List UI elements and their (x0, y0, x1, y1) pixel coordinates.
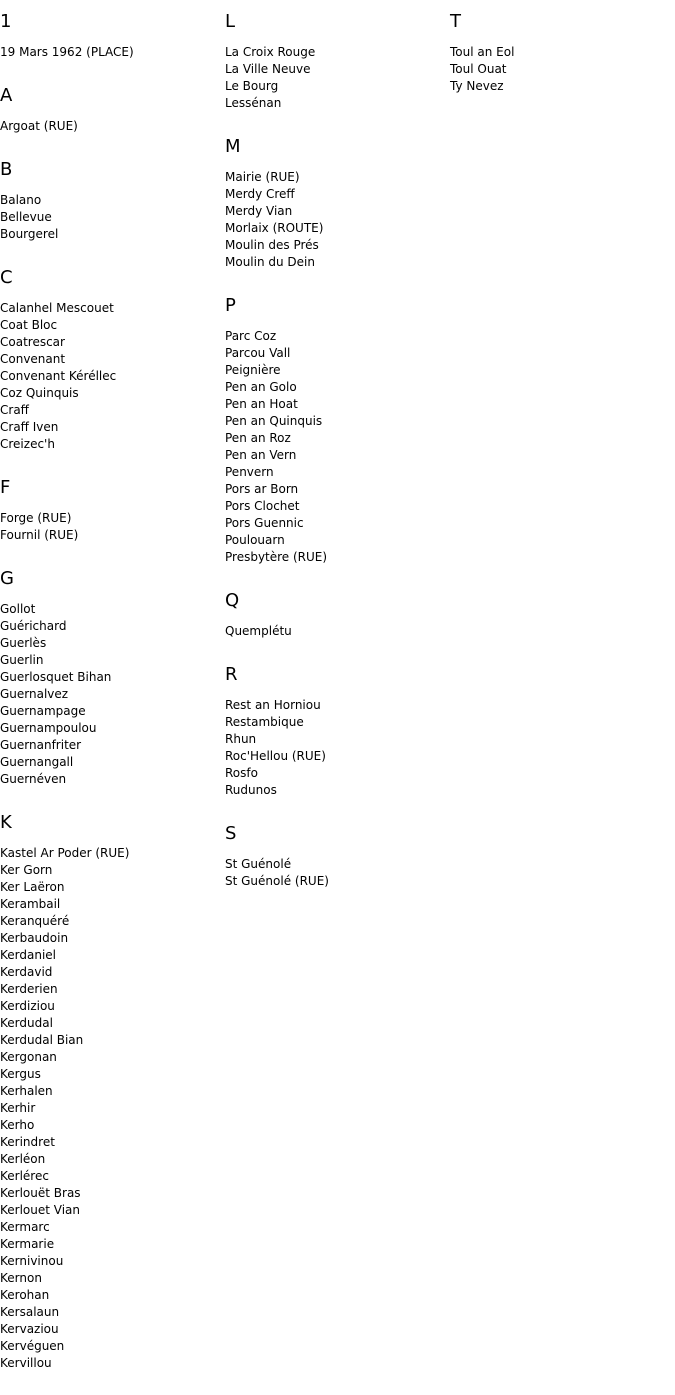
street-list-item (0, 720, 134, 737)
street-list-item (0, 981, 134, 998)
street-link-keranquere[interactable]: Keranquéré (0, 914, 70, 928)
street-list-item (0, 1151, 134, 1168)
street-link-restambique[interactable]: Restambique (225, 715, 304, 729)
street-list-item (0, 737, 134, 754)
street-link-bellevue[interactable]: Bellevue (0, 210, 52, 224)
street-list (225, 623, 329, 640)
street-list-item (225, 498, 329, 515)
street-link-kerdavid[interactable]: Kerdavid (0, 965, 53, 979)
letter-section-k (0, 811, 134, 1372)
street-list-item (0, 368, 134, 385)
street-link-guernampoulou[interactable]: Guernampoulou (0, 721, 97, 735)
street-link-kerhir[interactable]: Kerhir (0, 1101, 36, 1115)
street-list-item (225, 447, 329, 464)
street-list (450, 44, 514, 95)
street-link-kerindret[interactable]: Kerindret (0, 1135, 55, 1149)
street-list (0, 118, 134, 135)
street-link-kerdudal-bian[interactable]: Kerdudal Bian (0, 1033, 84, 1047)
street-list-item (0, 226, 134, 243)
street-link-coat-bloc[interactable]: Coat Bloc (0, 318, 58, 332)
street-link-merdy-creff[interactable]: Merdy Creff (225, 187, 295, 201)
street-link-kerleon[interactable]: Kerléon (0, 1152, 46, 1166)
street-list-item (225, 328, 329, 345)
street-link-la-ville-neuve[interactable]: La Ville Neuve (225, 62, 311, 76)
street-link-la-croix-rouge[interactable]: La Croix Rouge (225, 45, 316, 59)
letter-section-q (225, 589, 329, 640)
street-list-item (0, 1304, 134, 1321)
street-link-pen-an-golo[interactable]: Pen an Golo (225, 380, 297, 394)
street-link-guernanfriter[interactable]: Guernanfriter (0, 738, 82, 752)
street-list-item (0, 754, 134, 771)
street-link-kerderien[interactable]: Kerderien (0, 982, 58, 996)
street-link-rudunos[interactable]: Rudunos (225, 783, 277, 797)
street-list-item (0, 913, 134, 930)
street-link-guerichard[interactable]: Guérichard (0, 619, 67, 633)
street-list-item (0, 703, 134, 720)
street-list-item (225, 731, 329, 748)
street-list (0, 300, 134, 453)
street-list-item (225, 61, 329, 78)
street-list-item (0, 771, 134, 788)
section-letter-heading: P (225, 295, 236, 316)
section-letter-heading: G (0, 568, 14, 589)
street-link-pors-clochet[interactable]: Pors Clochet (225, 499, 300, 513)
letter-section-t (450, 10, 514, 95)
street-link-ty-nevez[interactable]: Ty Nevez (450, 79, 504, 93)
street-list-item (0, 879, 134, 896)
street-list-item (0, 300, 134, 317)
street-list-item (0, 652, 134, 669)
street-list-item (0, 118, 134, 135)
street-list-item (0, 1100, 134, 1117)
street-list-item (225, 714, 329, 731)
street-list-item (0, 1338, 134, 1355)
street-list (0, 510, 134, 544)
street-link-kerhalen[interactable]: Kerhalen (0, 1084, 53, 1098)
street-list (225, 328, 329, 566)
street-link-kerlouet-bras[interactable]: Kerlouët Bras (0, 1186, 81, 1200)
street-link-kerdaniel[interactable]: Kerdaniel (0, 948, 57, 962)
street-list-item (225, 220, 329, 237)
street-list-item (0, 618, 134, 635)
street-list-item (0, 527, 134, 544)
street-list-item (0, 1083, 134, 1100)
street-list-item (0, 686, 134, 703)
street-link-parcou-vall[interactable]: Parcou Vall (225, 346, 291, 360)
street-link-moulin-des-pres[interactable]: Moulin des Prés (225, 238, 319, 252)
street-link-kervaziou[interactable]: Kervaziou (0, 1322, 59, 1336)
street-link-calanhel-mescouet[interactable]: Calanhel Mescouet (0, 301, 114, 315)
street-list-item (0, 845, 134, 862)
street-list-item (225, 169, 329, 186)
street-link-kerbaudoin[interactable]: Kerbaudoin (0, 931, 69, 945)
street-link-fournil-rue[interactable]: Fournil (RUE) (0, 528, 79, 542)
street-list-item (225, 873, 329, 890)
letter-section-l (225, 10, 329, 112)
letter-section-f (0, 476, 134, 544)
street-list-item (225, 78, 329, 95)
street-list-item (225, 481, 329, 498)
street-list-item (0, 192, 134, 209)
street-link-st-guenole-rue[interactable]: St Guénolé (RUE) (225, 874, 329, 888)
section-letter-heading: T (450, 11, 461, 32)
street-link-mairie-rue[interactable]: Mairie (RUE) (225, 170, 300, 184)
street-link-st-guenole[interactable]: St Guénolé (225, 857, 292, 871)
street-link-guerlin[interactable]: Guerlin (0, 653, 44, 667)
street-link-kerohan[interactable]: Kerohan (0, 1288, 50, 1302)
street-link-convenant-kerellec[interactable]: Convenant Kéréllec (0, 369, 117, 383)
street-link-ker-laeron[interactable]: Ker Laëron (0, 880, 65, 894)
street-list-item (0, 44, 134, 61)
street-link-guerneven[interactable]: Guernéven (0, 772, 67, 786)
street-list (0, 601, 134, 788)
letter-section-m (225, 135, 329, 271)
street-list-item (0, 1219, 134, 1236)
street-list-item (0, 998, 134, 1015)
street-link-craff-iven[interactable]: Craff Iven (0, 420, 59, 434)
letter-section-1 (0, 10, 134, 61)
street-list-item (0, 385, 134, 402)
street-link-guernampage[interactable]: Guernampage (0, 704, 86, 718)
street-list-item (0, 1015, 134, 1032)
street-link-guernalvez[interactable]: Guernalvez (0, 687, 69, 701)
street-link-kerlouet-vian[interactable]: Kerlouet Vian (0, 1203, 81, 1217)
street-link-kerlerec[interactable]: Kerlérec (0, 1169, 49, 1183)
street-list-item (0, 669, 134, 686)
street-list-item (0, 1253, 134, 1270)
street-list-item (225, 413, 329, 430)
letter-section-r (225, 663, 329, 799)
street-link-morlaix-route[interactable]: Morlaix (ROUTE) (225, 221, 324, 235)
street-link-kerho[interactable]: Kerho (0, 1118, 35, 1132)
street-link-le-bourg[interactable]: Le Bourg (225, 79, 279, 93)
street-link-kervillou[interactable]: Kervillou (0, 1356, 52, 1370)
street-list-item (225, 549, 329, 566)
section-letter-heading: F (0, 477, 11, 498)
street-link-forge-rue[interactable]: Forge (RUE) (0, 511, 72, 525)
street-list-item (225, 345, 329, 362)
street-list-item (0, 930, 134, 947)
street-list-item (225, 186, 329, 203)
street-list-item (0, 1168, 134, 1185)
street-list (225, 169, 329, 271)
street-link-guerlosquet-bihan[interactable]: Guerlosquet Bihan (0, 670, 112, 684)
letter-section-c (0, 266, 134, 453)
street-list (0, 44, 134, 61)
street-list-item (0, 209, 134, 226)
street-link-toul-an-eol[interactable]: Toul an Eol (450, 45, 515, 59)
street-list-item (225, 379, 329, 396)
street-index-column-2 (225, 10, 329, 913)
letter-section-a (0, 84, 134, 135)
street-list-item (0, 1032, 134, 1049)
street-list-item (0, 1185, 134, 1202)
street-link-balano[interactable]: Balano (0, 193, 42, 207)
street-list-item (0, 1287, 134, 1304)
street-list-item (225, 430, 329, 447)
street-link-moulin-du-dein[interactable]: Moulin du Dein (225, 255, 315, 269)
street-link-guernangall[interactable]: Guernangall (0, 755, 74, 769)
street-link-quempletu[interactable]: Quemplétu (225, 624, 292, 638)
street-list-item (0, 436, 134, 453)
street-link-pen-an-vern[interactable]: Pen an Vern (225, 448, 297, 462)
street-list-item (225, 396, 329, 413)
street-link-ker-gorn[interactable]: Ker Gorn (0, 863, 53, 877)
street-list-item (0, 964, 134, 981)
street-link-bourgerel[interactable]: Bourgerel (0, 227, 59, 241)
street-list-item (225, 748, 329, 765)
street-link-gollot[interactable]: Gollot (0, 602, 36, 616)
street-link-kermarie[interactable]: Kermarie (0, 1237, 55, 1251)
street-link-rosfo[interactable]: Rosfo (225, 766, 258, 780)
street-list-item (225, 856, 329, 873)
street-index-column-3 (450, 10, 514, 118)
street-link-pen-an-roz[interactable]: Pen an Roz (225, 431, 291, 445)
letter-section-b (0, 158, 134, 243)
street-list (0, 845, 134, 1372)
street-link-pen-an-hoat[interactable]: Pen an Hoat (225, 397, 298, 411)
street-list-item (450, 61, 514, 78)
street-list-item (225, 532, 329, 549)
street-link-kerdiziou[interactable]: Kerdiziou (0, 999, 55, 1013)
street-list-item (0, 1270, 134, 1287)
section-letter-heading: A (0, 85, 13, 106)
street-list-item (225, 95, 329, 112)
street-link-rhun[interactable]: Rhun (225, 732, 257, 746)
street-link-coatrescar[interactable]: Coatrescar (0, 335, 65, 349)
section-letter-heading: M (225, 136, 241, 157)
section-letter-heading: 1 (0, 11, 12, 32)
street-list-item (0, 1049, 134, 1066)
street-list-item (0, 1134, 134, 1151)
street-list (225, 44, 329, 112)
street-link-kerambail[interactable]: Kerambail (0, 897, 61, 911)
street-list-item (225, 237, 329, 254)
street-link-peigniere[interactable]: Peignière (225, 363, 281, 377)
street-list-item (225, 515, 329, 532)
street-list-item (0, 419, 134, 436)
street-list-item (0, 896, 134, 913)
street-link-pors-ar-born[interactable]: Pors ar Born (225, 482, 299, 496)
street-list (225, 856, 329, 890)
street-list-item (0, 1355, 134, 1372)
street-list-item (0, 402, 134, 419)
street-link-kernivinou[interactable]: Kernivinou (0, 1254, 64, 1268)
street-link-pors-guennic[interactable]: Pors Guennic (225, 516, 304, 530)
section-letter-heading: S (225, 823, 237, 844)
street-link-toul-ouat[interactable]: Toul Ouat (450, 62, 507, 76)
street-link-lessenan[interactable]: Lessénan (225, 96, 282, 110)
street-link-rest-an-horniou[interactable]: Rest an Horniou (225, 698, 321, 712)
street-list-item (0, 1202, 134, 1219)
street-link-argoat-rue[interactable]: Argoat (RUE) (0, 119, 78, 133)
street-link-pen-an-quinquis[interactable]: Pen an Quinquis (225, 414, 323, 428)
street-list-item (225, 623, 329, 640)
section-letter-heading: K (0, 812, 12, 833)
street-list-item (225, 362, 329, 379)
street-link-kerdudal[interactable]: Kerdudal (0, 1016, 53, 1030)
street-list-item (225, 464, 329, 481)
section-letter-heading: Q (225, 590, 240, 611)
street-link-craff[interactable]: Craff (0, 403, 29, 417)
street-list-item (0, 351, 134, 368)
street-link-kastel-ar-poder-rue[interactable]: Kastel Ar Poder (RUE) (0, 846, 130, 860)
street-list-item (0, 947, 134, 964)
letter-section-s (225, 822, 329, 890)
street-list-item (225, 203, 329, 220)
street-list-item (0, 510, 134, 527)
street-link-creizec-h[interactable]: Creizec'h (0, 437, 55, 451)
street-link-kergonan[interactable]: Kergonan (0, 1050, 57, 1064)
section-letter-heading: R (225, 664, 238, 685)
street-list-item (450, 78, 514, 95)
street-link-kermarc[interactable]: Kermarc (0, 1220, 50, 1234)
street-list-item (0, 1117, 134, 1134)
street-list-item (0, 601, 134, 618)
street-link-poulouarn[interactable]: Poulouarn (225, 533, 285, 547)
street-list-item (0, 317, 134, 334)
street-link-merdy-vian[interactable]: Merdy Vian (225, 204, 293, 218)
street-index-column-1 (0, 10, 134, 1395)
street-link-kergus[interactable]: Kergus (0, 1067, 41, 1081)
street-list-item (0, 1236, 134, 1253)
letter-section-g (0, 567, 134, 788)
section-letter-heading: C (0, 267, 13, 288)
street-link-kernon[interactable]: Kernon (0, 1271, 42, 1285)
street-link-roc-hellou-rue[interactable]: Roc'Hellou (RUE) (225, 749, 326, 763)
street-link-parc-coz[interactable]: Parc Coz (225, 329, 277, 343)
street-link-presbytere-rue[interactable]: Presbytère (RUE) (225, 550, 328, 564)
street-list-item (0, 334, 134, 351)
street-list-item (225, 697, 329, 714)
street-list (225, 697, 329, 799)
street-list-item (0, 635, 134, 652)
street-link-coz-quinquis[interactable]: Coz Quinquis (0, 386, 79, 400)
street-list-item (225, 765, 329, 782)
street-link-convenant[interactable]: Convenant (0, 352, 66, 366)
street-list-item (225, 782, 329, 799)
street-link-kersalaun[interactable]: Kersalaun (0, 1305, 60, 1319)
letter-section-p (225, 294, 329, 566)
street-list-item (0, 1321, 134, 1338)
street-list-item (450, 44, 514, 61)
section-letter-heading: B (0, 159, 13, 180)
street-list-item (0, 862, 134, 879)
street-link-19-mars-1962-place[interactable]: 19 Mars 1962 (PLACE) (0, 45, 134, 59)
section-letter-heading: L (225, 11, 236, 32)
street-list-item (0, 1066, 134, 1083)
street-link-kerveguen[interactable]: Kervéguen (0, 1339, 65, 1353)
street-list-item (225, 254, 329, 271)
street-link-guerles[interactable]: Guerlès (0, 636, 47, 650)
street-list (0, 192, 134, 243)
street-link-penvern[interactable]: Penvern (225, 465, 274, 479)
street-list-item (225, 44, 329, 61)
